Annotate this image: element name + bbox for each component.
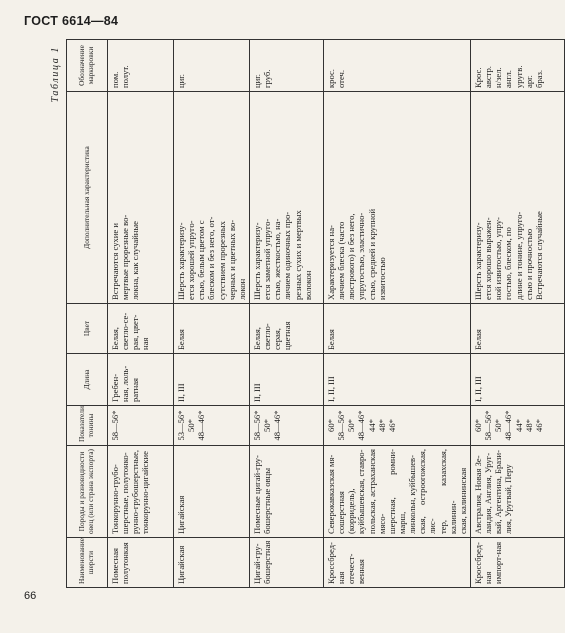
wool-name-cell: Кроссбред-ная отечест-венная [324,538,471,588]
cell-line: I, II, III [472,376,483,402]
page-number: 66 [24,590,37,602]
cell-line: ется хорошей упруго- [186,220,197,300]
column-header: Обозначение маркировки [67,40,108,92]
cell-line: Крос. [472,67,483,88]
cell-line: уругв. [513,65,524,88]
breeds-cell [108,446,174,538]
column-header: Породы и разновидности овец (или страна экспорта) [67,446,108,538]
cell-line: гостью, блеском, по [503,227,514,300]
length-cell [174,354,250,406]
cell-line: шерстные, полутонко- [120,452,131,534]
cell-line: волокон [302,270,313,300]
length-cell [108,354,174,406]
breeds-cell [324,446,471,538]
cell-line: 44* [513,419,524,432]
cell-line: блеском и без него, от- [206,216,217,300]
cell-line: Гребен- [110,373,120,402]
cell-line: ская, калининская [457,467,468,534]
column-header: Длина [67,354,108,406]
cell-line: 44* [366,419,377,432]
cell-line: куйбышевская, ставро- [356,449,367,534]
cell-line: Шерсть характеризу- [472,222,483,300]
cell-line: извитостью [376,257,387,300]
breeds-cell [174,446,250,538]
cell-line: сошерстная (корридель), [336,488,357,534]
fineness-cell [174,406,250,446]
extra-description-cell [250,92,324,304]
length-cell [470,354,564,406]
wool-classification-table [66,39,565,588]
cell-line: Встречаются сухие и [110,223,120,300]
fineness-cell [108,406,174,446]
extra-description-cell [174,92,250,304]
marking-cell [250,40,324,92]
cell-line: циг. [252,74,262,88]
cell-line: 50* [262,419,273,432]
cell-line: 46* [533,419,544,432]
cell-line: 48—46* [356,410,367,441]
cell-line: бошерстные овцы [262,467,273,534]
cell-line: циг. [176,74,186,88]
cell-line: 46* [386,419,397,432]
cell-line: Характеризуется на- [326,225,336,300]
wool-name-cell: Помесная полутонкая [108,538,174,588]
cell-line: 48* [376,419,387,432]
cell-line: ратная [130,377,141,402]
cell-line: Шерсть характеризу- [252,222,262,300]
cell-line: 48* [523,419,534,432]
wool-name-cell: Кроссбред-ная импорт-ная [470,538,564,588]
cell-line: ется хорошо выражен- [483,217,494,300]
cell-line: арг. [523,75,534,88]
cell-line: 58—56* [110,410,120,441]
marking-cell [324,40,471,92]
cell-line: груб. [262,69,273,88]
cell-line: ская, остроогожская, лис- [417,449,438,534]
marking-cell [470,40,564,92]
cell-line: Австралия, Новая Зе- [472,455,483,534]
cell-line: н/зел. [493,67,504,88]
breeds-cell [250,446,324,538]
cell-line: стью и прочностью [523,228,534,300]
cell-line: Встречаются случайные [533,211,544,300]
cell-line: мертвые прорезные во- [120,214,131,300]
cell-line: локна, как случайные [130,221,141,300]
wool-name-cell: Цигайская [174,538,250,588]
cell-line: I, II, III [326,376,336,402]
cell-line: стью, белым цветом с [196,220,207,300]
cell-line: тонкорунно-цигайские [140,451,151,534]
cell-line: ландия, Англия, Уруг- [483,452,494,534]
cell-line: Белая, [252,327,262,350]
cell-line: 60* [472,419,483,432]
cell-line: сутствием прорезных [216,221,227,300]
cell-line: линкольн, куйбышев- [407,455,418,534]
length-cell [324,354,471,406]
cell-line: 48—46* [503,410,514,441]
cell-line: браз. [533,69,544,88]
table-row [108,40,174,588]
cell-line: 48—46* [196,410,207,441]
cell-line: Белая [472,329,483,350]
table-row [324,40,471,588]
color-cell [470,304,564,354]
breeds-cell [470,446,564,538]
cell-line: отеч. [336,69,347,88]
cell-line: крос. [326,69,336,88]
column-header: Наименование шерсти [67,538,108,588]
extra-description-cell [324,92,471,304]
cell-line: шерстная, ромни-марш, [386,449,407,534]
wool-name-cell: Цигай-гру-бошерстная [250,538,324,588]
cell-line: длине и тонине, упруго- [513,211,524,300]
cell-line: Белая, [110,327,120,350]
cell-line: тер, казахская, калинин- [437,449,458,534]
column-header: Цвет [67,304,108,354]
cell-line: люстрового) и без него, [346,213,357,300]
cell-line: 58—56* [483,410,494,441]
cell-line: II, III [252,383,262,402]
cell-line: Тонкорунно-грубо- [110,464,120,534]
fineness-cell [250,406,324,446]
cell-line: Северокавказская мя- [326,454,336,534]
cell-line: личием одиночных про- [282,211,293,300]
cell-line: светло-се- [120,312,131,350]
fineness-cell [470,406,564,446]
cell-line: австр. [483,66,494,88]
cell-line: светло- [262,323,273,350]
color-cell [324,304,471,354]
cell-line: II, III [176,383,186,402]
cell-line: ная, лоль- [120,365,131,402]
marking-cell [108,40,174,92]
cell-line: Белая [176,329,186,350]
cell-line: ная [140,337,151,350]
cell-line: 60* [326,419,336,432]
cell-line: цветная [282,321,293,350]
cell-line: ной извитостью, упру- [493,217,504,300]
extra-description-cell [108,92,174,304]
column-header: Дополнительная характеристика [67,92,108,304]
table-caption: Таблица 1 [50,46,61,103]
extra-description-cell [470,92,564,304]
cell-line: локон [236,278,247,300]
table-header-row [67,40,108,588]
fineness-cell [324,406,471,446]
color-cell [174,304,250,354]
rotated-table-block [50,40,544,588]
cell-line: польская, астраханская мясо- [366,449,387,534]
cell-line: резных сухих и мертвых [292,210,303,300]
cell-line: ется заметной упруго- [262,218,273,300]
length-cell [250,354,324,406]
cell-line: 50* [346,419,357,432]
cell-line: 58—56* [252,410,262,441]
cell-line: 53—56* [176,410,186,441]
cell-line: упругостью, эластично- [356,212,367,300]
cell-line: 50* [186,419,197,432]
cell-line: 48—46* [272,410,283,441]
cell-line: вай, Аргентина, Брази- [493,450,504,534]
cell-line: лия, Уругвай, Перу [503,464,514,534]
cell-line: Шерсть характеризу- [176,222,186,300]
cell-line: черных и цветных во- [226,219,237,300]
table-row [250,40,324,588]
cell-line: Помесные цигай-гру- [252,455,262,534]
cell-line: Белая [326,329,336,350]
marking-cell [174,40,250,92]
cell-line: пом. [110,71,120,88]
cell-line: Цигайская [176,495,186,534]
cell-line: стью, средней и крупной [366,208,377,300]
color-cell [250,304,324,354]
cell-line: 58—56* [336,410,347,441]
table-row [174,40,250,588]
cell-line: англ. [503,70,514,88]
cell-line: стью, жесткостью, на- [272,218,283,300]
cell-line: серая, [272,328,283,350]
cell-line: рунно-грубошерстные, [130,449,141,534]
page-header: ГОСТ 6614—84 [24,14,119,28]
cell-line: полут. [120,65,131,88]
cell-line: 50* [493,419,504,432]
cell-line: рая, цвет- [130,314,141,350]
cell-line: личием блеска (часто [336,221,347,300]
table-row [470,40,564,588]
column-header: Показатели тонины [67,406,108,446]
color-cell [108,304,174,354]
